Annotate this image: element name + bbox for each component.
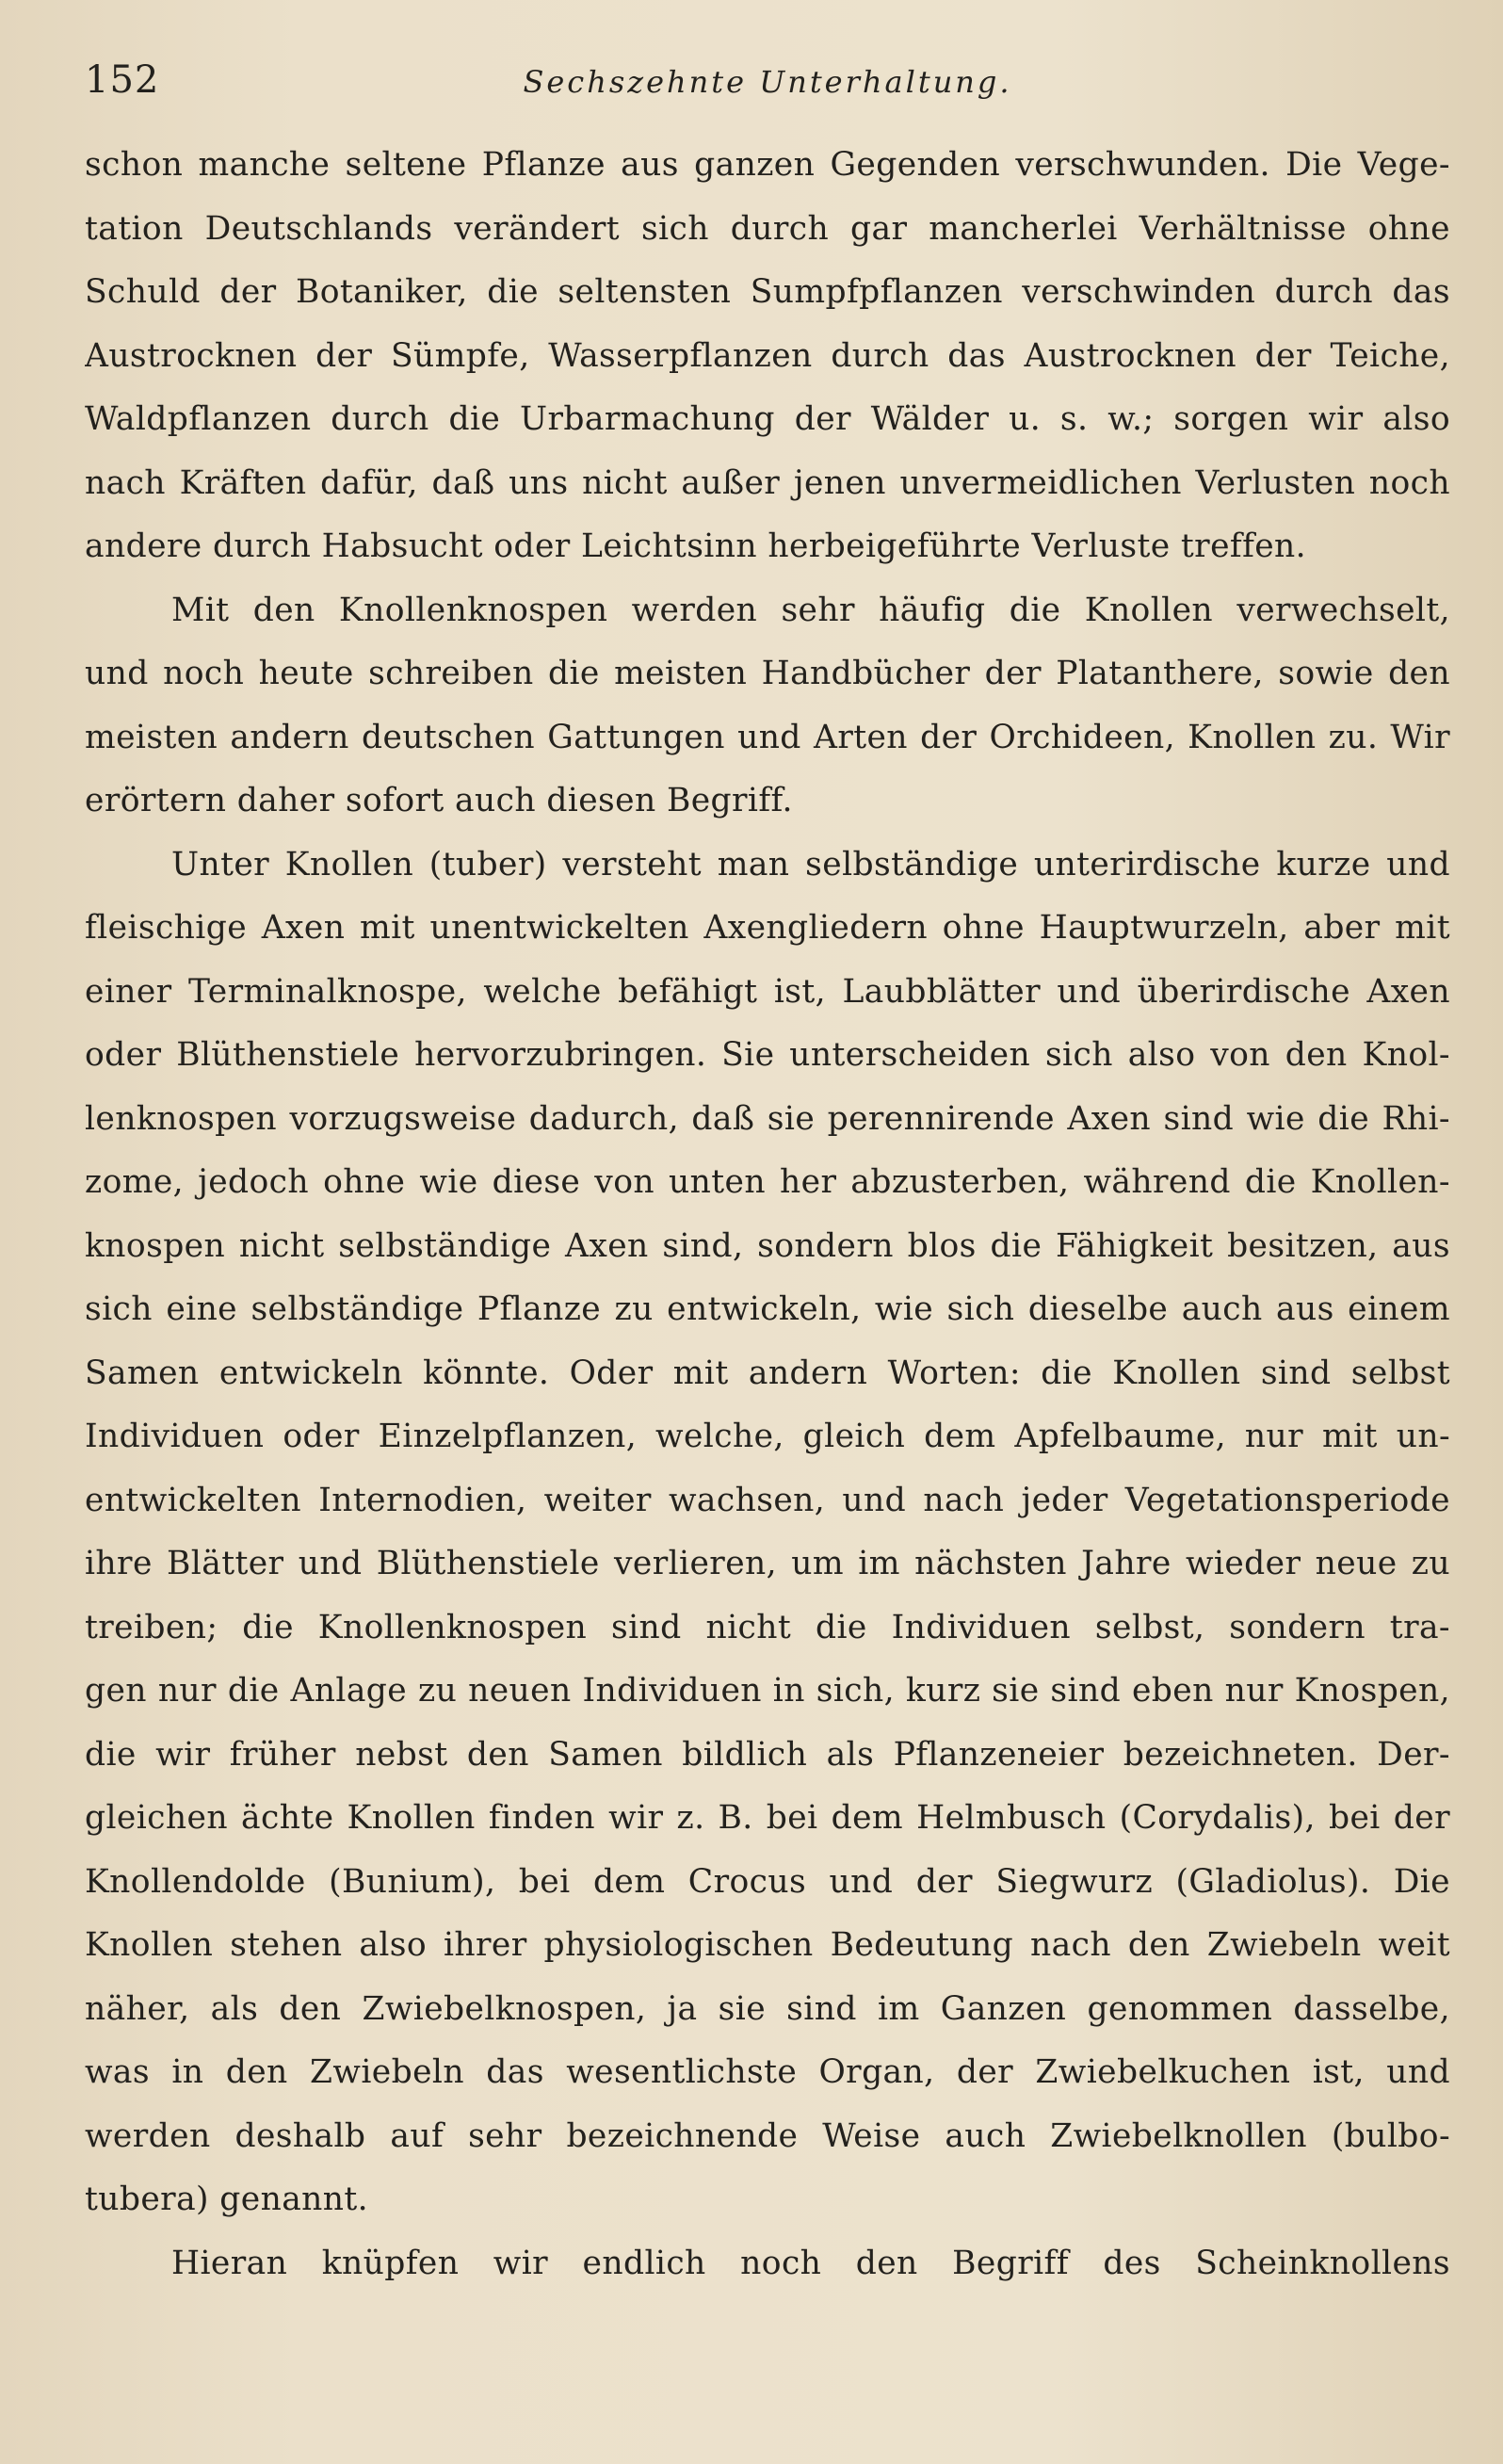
text-line: lenknospen vorzugsweise dadurch, daß sie perennirende Axen sind wie die Rhi-: [85, 1099, 1450, 1138]
text-line: Austrocknen der Sümpfe, Wasserpflanzen durch das Austrocknen der Teiche,: [85, 336, 1450, 375]
body-text: [85, 134, 1450, 2295]
text-line: tubera) genannt.: [85, 2180, 369, 2218]
page-header: [85, 58, 1450, 115]
text-line: nach Kräften dafür, daß uns nicht außer jenen unvermeidlichen Verlusten noch: [85, 463, 1450, 502]
text-line: werden deshalb auf sehr bezeichnende Weise auch Zwiebelknollen (bulbo-: [85, 2116, 1450, 2155]
text-line: die wir früher nebst den Samen bildlich als Pflanzeneier bezeichneten. Der-: [85, 1735, 1450, 1774]
text-line: ihre Blätter und Blüthenstiele verlieren, um im nächsten Jahre wieder neue zu: [85, 1545, 1450, 1582]
text-line: sich eine selbständige Pflanze zu entwickeln, wie sich dieselbe auch aus einem: [85, 1290, 1450, 1328]
text-line: was in den Zwiebeln das wesentlichste Organ, der Zwiebelkuchen ist, und: [85, 2053, 1450, 2091]
text-line: Waldpflanzen durch die Urbarmachung der Wälder u. s. w.; sorgen wir also: [85, 400, 1450, 438]
text-line: Knollendolde (Bunium), bei dem Crocus und der Siegwurz (Gladiolus). Die: [85, 1862, 1450, 1901]
text-line: oder Blüthenstiele hervorzubringen. Sie unterscheiden sich also von den Knol-: [85, 1036, 1450, 1074]
text-line: Mit den Knollenknospen werden sehr häufig die Knollen verwechselt,: [171, 591, 1450, 629]
text-line: Schuld der Botaniker, die seltensten Sumpfpflanzen verschwinden durch das: [85, 273, 1450, 311]
text-line: schon manche seltene Pflanze aus ganzen Gegenden verschwunden. Die Vege-: [85, 146, 1450, 184]
text-line: andere durch Habsucht oder Leichtsinn herbeigeführte Verluste treffen.: [85, 527, 1307, 565]
text-line: fleischige Axen mit unentwickelten Axengliedern ohne Hauptwurzeln, aber mit: [85, 909, 1450, 947]
text-line: gleichen ächte Knollen finden wir z. B. bei dem Helmbusch (Corydalis), bei der: [85, 1799, 1450, 1837]
text-line: zome, jedoch ohne wie diese von unten her abzusterben, während die Knollen-: [85, 1163, 1450, 1201]
text-line: Knollen stehen also ihrer physiologischen Bedeutung nach den Zwiebeln weit: [85, 1926, 1450, 1964]
text-line: knospen nicht selbständige Axen sind, sondern blos die Fähigkeit besitzen, aus: [85, 1226, 1450, 1265]
text-line: einer Terminalknospe, welche befähigt ist, Laubblätter und überirdische Axen: [85, 972, 1450, 1011]
text-line: entwickelten Internodien, weiter wachsen, und nach jeder Vegetationsperiode: [85, 1481, 1450, 1519]
text-line: Samen entwickeln könnte. Oder mit andern Worten: die Knollen sind selbst: [85, 1354, 1450, 1392]
text-line: Individuen oder Einzelpflanzen, welche, gleich dem Apfelbaume, nur mit un-: [85, 1418, 1450, 1455]
running-title: Sechszehnte Unterhaltung.: [523, 64, 1012, 100]
text-line: gen nur die Anlage zu neuen Individuen in sich, kurz sie sind eben nur Knospen,: [85, 1672, 1450, 1710]
text-line: und noch heute schreiben die meisten Handbücher der Platanthere, sowie den: [85, 655, 1450, 692]
text-line: meisten andern deutschen Gattungen und Arten der Orchideen, Knollen zu. Wir: [85, 718, 1450, 756]
text-line: näher, als den Zwiebelknospen, ja sie sind im Ganzen genommen dasselbe,: [85, 1989, 1450, 2028]
text-line: Hieran knüpfen wir endlich noch den Begriff des Scheinknollens: [171, 2244, 1450, 2282]
text-line: Unter Knollen (tuber) versteht man selbständige unterirdische kurze und: [171, 845, 1450, 883]
text-line: erörtern daher sofort auch diesen Begriff.: [85, 782, 793, 819]
text-line: treiben; die Knollenknospen sind nicht die Individuen selbst, sondern tra-: [85, 1608, 1450, 1646]
text-line: tation Deutschlands verändert sich durch gar mancherlei Verhältnisse ohne: [85, 209, 1450, 248]
page-number: 152: [85, 58, 160, 102]
